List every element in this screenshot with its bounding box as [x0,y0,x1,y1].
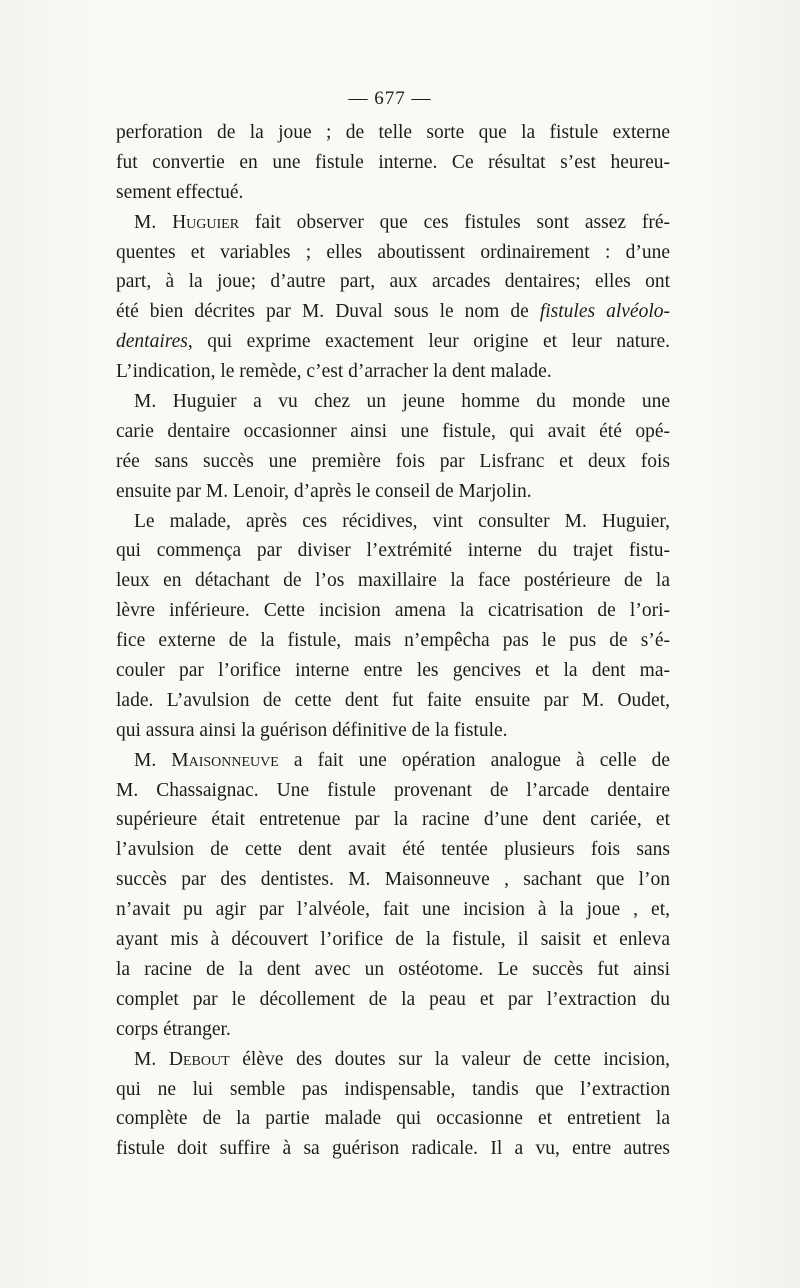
text-line [116,387,670,417]
text-line [116,477,670,507]
line-text: a fait une opération analogue à celle de [278,749,670,771]
line-text: complet par le décollement de la peau et par l’extraction du [116,988,670,1010]
line-text: ayant mis à découvert l’orifice de la fistule, il saisit et enleva [116,929,670,951]
text-line [116,1134,670,1164]
line-text: fice externe de la fistule, mais n’empêcha pas le pus de s’é- [116,630,670,652]
line-text: fait observer que ces fistules sont assez fré- [239,211,670,233]
line-text: supérieure était entretenue par la racine d’une dent cariée, et [116,809,670,831]
line-text: n’avait pu agir par l’alvéole, fait une incision à la joue , et, [116,899,670,921]
text-line [116,1104,670,1134]
text-line [116,716,670,746]
text-line [116,238,670,268]
line-text: couler par l’orifice interne entre les gencives et la dent ma- [116,660,670,682]
italic-term: fistules alvéolo- [539,301,670,323]
line-text: la racine de la dent avec un ostéotome. Le succès fut ainsi [116,958,670,980]
text-line [116,267,670,297]
line-text: l’avulsion de cette dent avait été tentée plusieurs fois sans [116,839,670,861]
line-text: fut convertie en une fistule interne. Ce résultat s’est heureu- [116,151,670,173]
text-line [116,596,670,626]
line-text: élève des doutes sur la valeur de cette incision, [229,1048,670,1070]
text-line [116,536,670,566]
line-text: Le malade, après ces récidives, vint consulter M. Huguier, [134,510,670,532]
text-line [116,925,670,955]
text-line [116,865,670,895]
text-line [116,895,670,925]
line-text: lèvre inférieure. Cette incision amena la cicatrisation de l’ori- [116,600,670,622]
text-line [116,746,670,776]
line-text: M. [134,211,173,233]
line-text: L’indication, le remède, c’est d’arracher la dent malade. [116,361,552,383]
line-text: corps étranger. [116,1018,231,1040]
line-text: M. [134,1048,169,1070]
text-line [116,417,670,447]
author-name: Huguier [172,211,240,233]
line-text: lade. L’avulsion de cette dent fut faite ensuite par M. Oudet, [116,689,670,711]
line-text: été bien décrites par M. Duval sous le nom de [116,301,540,323]
line-text: carie dentaire occasionner ainsi une fistule, qui avait été opé- [116,420,670,442]
line-text: ensuite par M. Lenoir, d’après le conseil de Marjolin. [116,480,532,502]
line-text: complète de la partie malade qui occasionne et entretient la [116,1108,670,1130]
text-line [116,985,670,1015]
text-line [116,447,670,477]
line-text: M. Huguier a vu chez un jeune homme du monde une [134,391,670,413]
text-line [116,835,670,865]
line-text: qui commença par diviser l’extrémité interne du trajet fistu- [116,540,670,562]
text-line [116,178,670,208]
author-name: Maisonneuve [171,749,279,771]
text-line [116,776,670,806]
text-line [116,805,670,835]
text-line [116,118,670,148]
text-line [116,1045,670,1075]
text-line [116,1075,670,1105]
text-line [116,1015,670,1045]
line-text: qui assura ainsi la guérison définitive de la fistule. [116,719,508,741]
line-text: quentes et variables ; elles aboutissent ordinairement : d’une [116,241,670,263]
line-text: sement effectué. [116,181,244,203]
line-text: perforation de la joue ; de telle sorte que la fistule externe [116,122,670,143]
text-line [116,656,670,686]
text-line [116,148,670,178]
body-text [116,118,670,1164]
text-line [116,297,670,327]
text-line [116,686,670,716]
text-line [116,208,670,238]
line-text: part, à la joue; d’autre part, aux arcades dentaires; elles ont [116,271,670,293]
text-line [116,566,670,596]
text-line [116,357,670,387]
line-text: fistule doit suffire à sa guérison radicale. Il a vu, entre autres [116,1138,670,1160]
italic-term: dentaires [116,331,188,353]
text-line [116,507,670,537]
line-text: , qui exprime exactement leur origine et leur nature. [187,331,670,353]
line-text: succès par des dentistes. M. Maisonneuve , sachant que l’on [116,869,670,891]
page-number: — 677 — [348,88,432,109]
author-name: Debout [168,1048,230,1070]
text-line [116,955,670,985]
line-text: M. Chassaignac. Une fistule provenant de l’arcade dentaire [116,779,670,801]
line-text: leux en détachant de l’os maxillaire la face postérieure de la [116,570,670,592]
line-text: qui ne lui semble pas indispensable, tandis que l’extraction [116,1078,670,1100]
line-text: M. [134,749,172,771]
text-line [116,327,670,357]
line-text: rée sans succès une première fois par Lisfranc et deux fois [116,450,670,472]
text-line [116,626,670,656]
